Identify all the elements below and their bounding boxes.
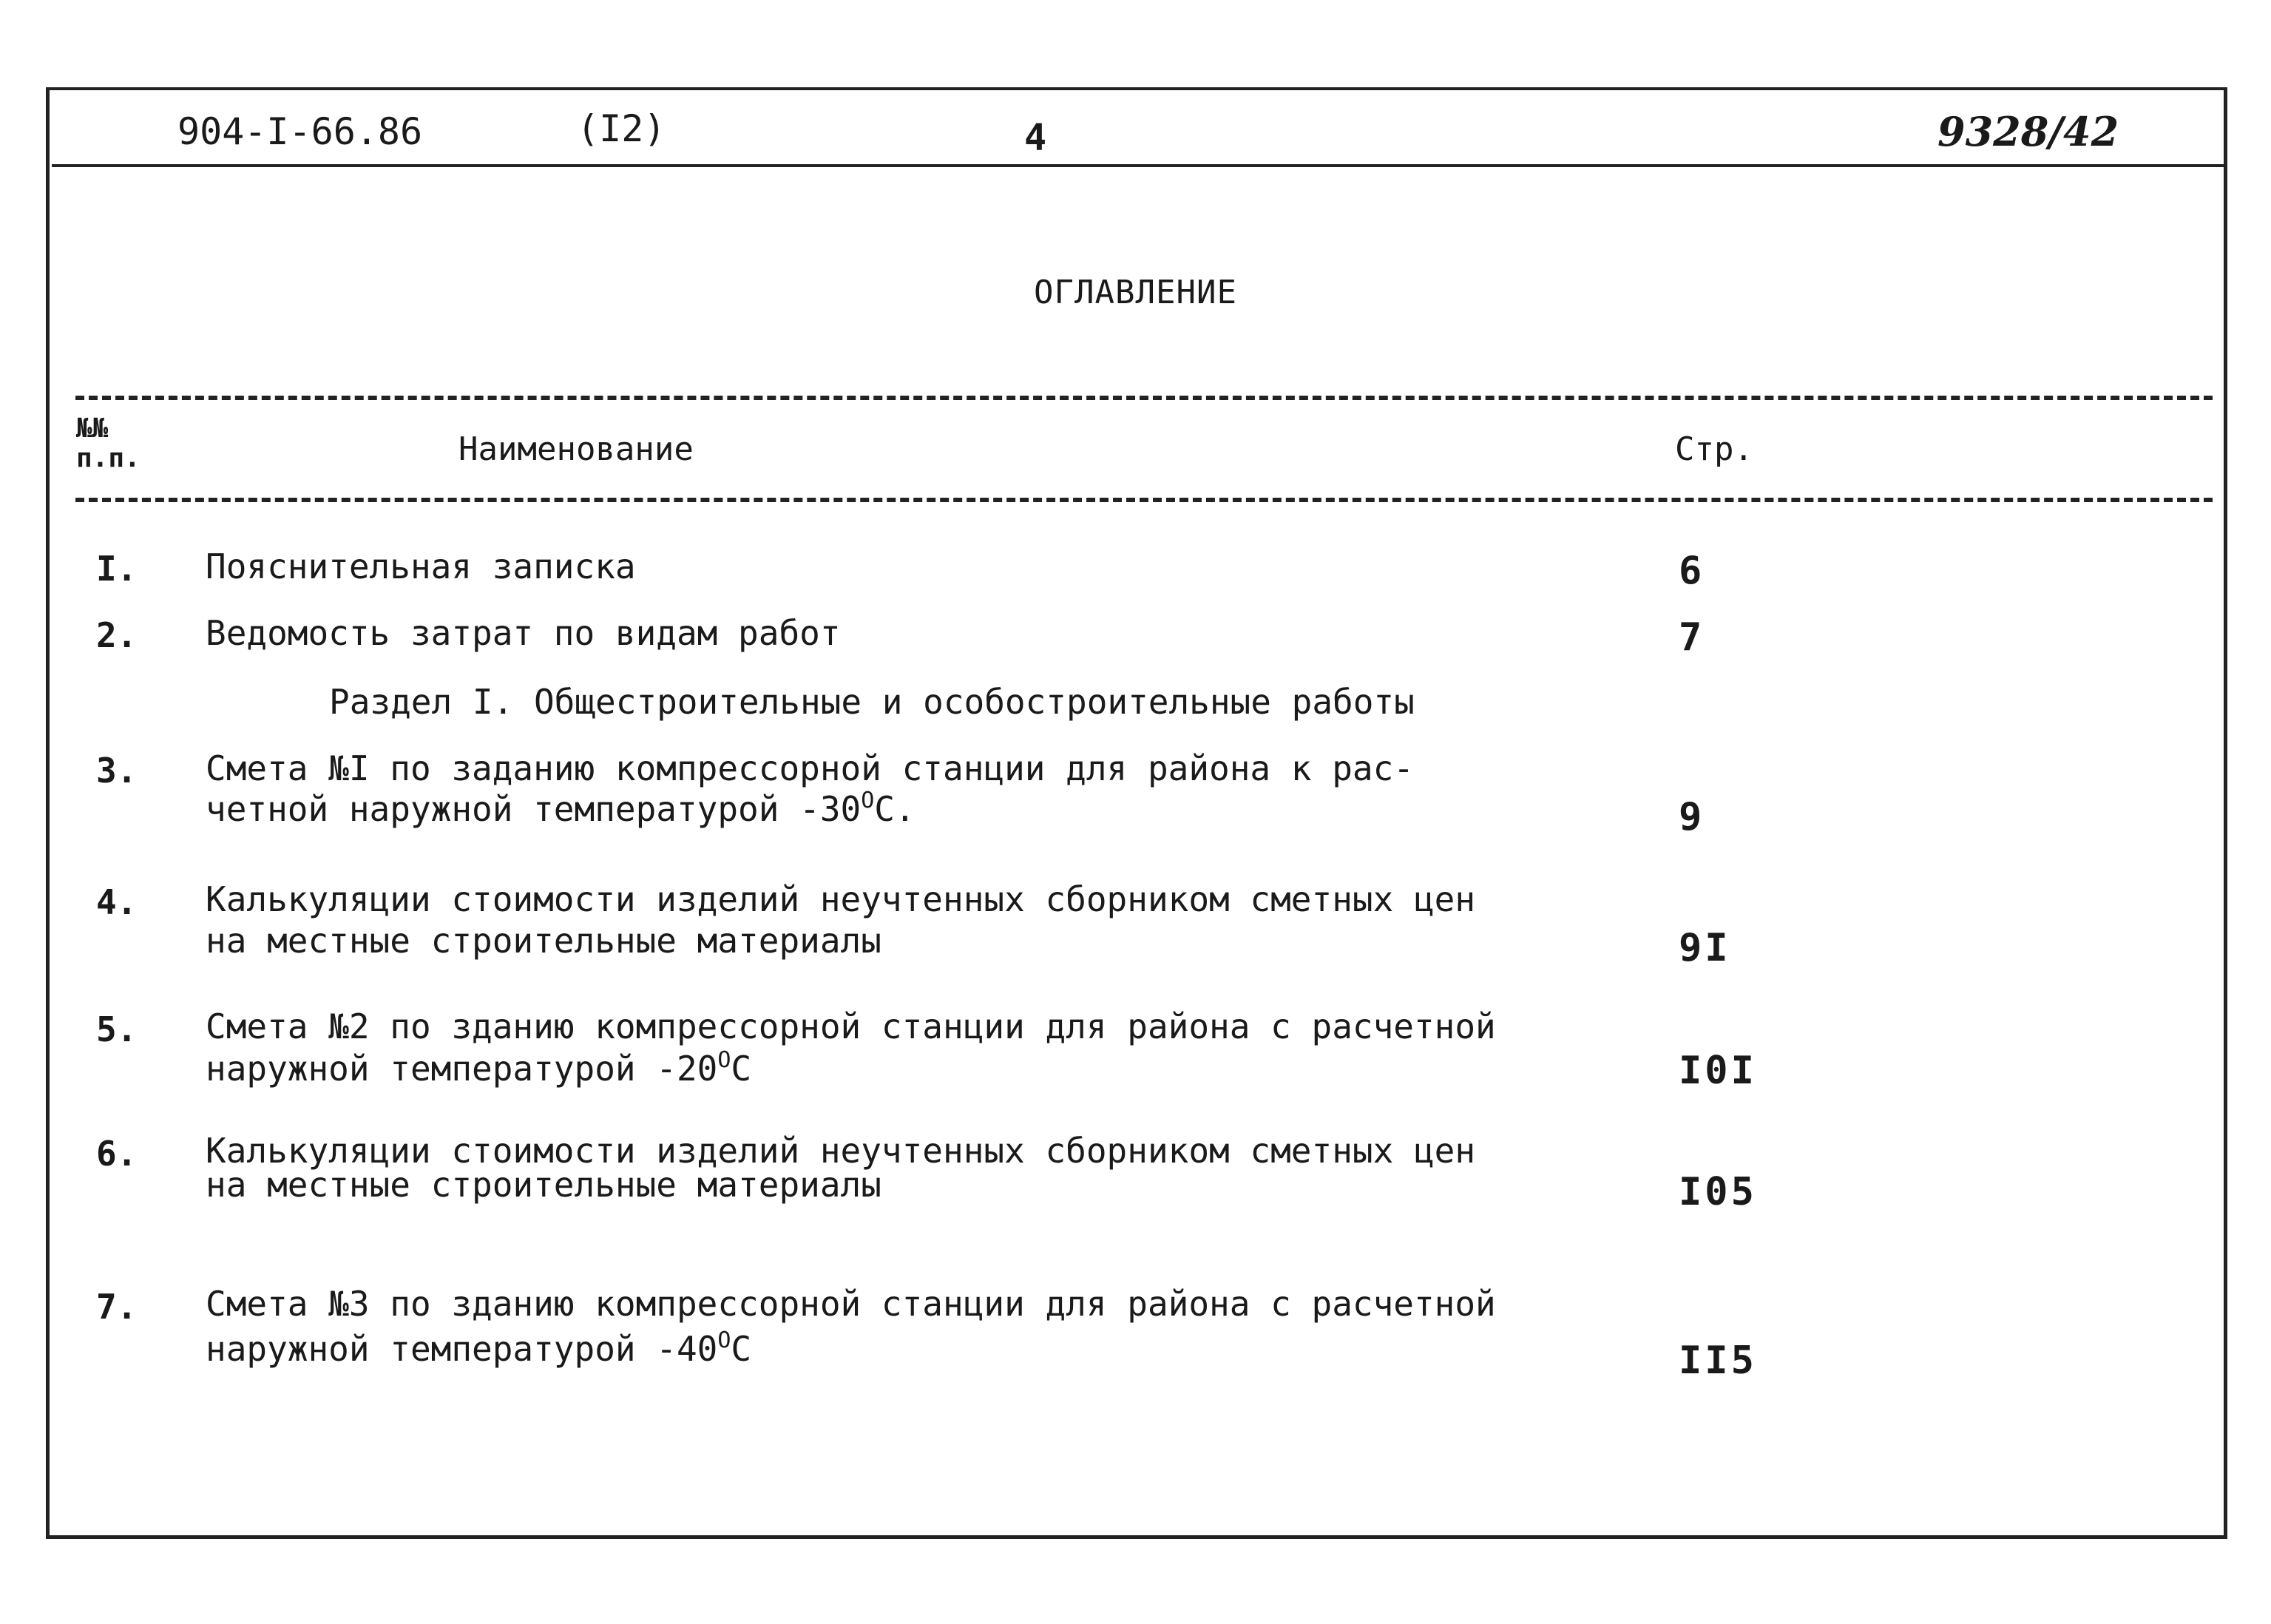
row-title xyxy=(206,1285,1496,1368)
row-title xyxy=(206,880,1475,960)
row-title-line2-text: четной наружной температурой -30 xyxy=(206,789,862,829)
row-page: 7 xyxy=(1679,615,1705,660)
row-number: 7. xyxy=(96,1287,138,1327)
table-top-dashed-line xyxy=(75,396,2213,400)
row-number: 3. xyxy=(96,751,138,791)
row-title-line2-unit: C xyxy=(731,1049,752,1089)
row-page: 9 xyxy=(1679,795,1705,839)
row-page: 6 xyxy=(1679,549,1705,593)
column-header-page: Стр. xyxy=(1675,430,1753,468)
row-title-line2 xyxy=(206,1041,1496,1088)
column-header-number xyxy=(76,414,141,473)
row-page: 9I xyxy=(1679,926,1731,970)
row-page: I0I xyxy=(1679,1049,1757,1093)
column-header-number-line1: №№ xyxy=(76,413,109,444)
page-number: 4 xyxy=(1024,116,1047,159)
row-title: Ведомость затрат по видам работ xyxy=(206,613,841,653)
row-title-line1: Калькуляции стоимости изделий неучтенных сборником сметных цен xyxy=(206,1131,1476,1171)
row-number: 6. xyxy=(96,1134,138,1174)
row-page: II5 xyxy=(1679,1339,1757,1383)
row-title-line2: на местные строительные материалы xyxy=(206,921,881,961)
section-heading: Раздел I. Общестроительные и особостроительные работы xyxy=(329,682,1415,722)
row-title xyxy=(206,1131,1475,1204)
row-number: I. xyxy=(96,549,138,589)
archive-number: 9328/42 xyxy=(1937,108,2119,155)
row-title-line2-text: наружной температурой -40 xyxy=(206,1329,718,1369)
row-title-line1: Смета №3 по зданию компрессорной станции для района с расчетной xyxy=(206,1284,1496,1324)
degree-superscript: O xyxy=(717,1327,731,1353)
header-divider xyxy=(52,164,2226,167)
row-number: 4. xyxy=(96,882,138,922)
album-number: (I2) xyxy=(577,107,666,150)
row-title-line2 xyxy=(206,1322,1496,1368)
row-title-line1: Смета №2 по зданию компрессорной станции для района с расчетной xyxy=(206,1006,1496,1046)
column-header-name: Наименование xyxy=(458,430,694,468)
row-title-line2-unit: C xyxy=(731,1329,752,1369)
row-title: Пояснительная записка xyxy=(206,547,636,586)
row-title-line2-text: наружной температурой -20 xyxy=(206,1049,718,1089)
row-number: 5. xyxy=(96,1009,138,1049)
row-title xyxy=(206,1007,1496,1088)
degree-superscript: O xyxy=(717,1047,731,1073)
column-header-number-line2: п.п. xyxy=(76,443,141,473)
row-title-line2-unit: C. xyxy=(874,789,915,829)
row-title-line1: Калькуляции стоимости изделий неучтенных сборником сметных цен xyxy=(206,879,1476,919)
row-title xyxy=(206,749,1414,828)
row-title-line1: Смета №I по заданию компрессорной станции для района к рас- xyxy=(206,748,1414,788)
row-page: I05 xyxy=(1679,1170,1757,1214)
page-title: ОГЛАВЛЕНИЕ xyxy=(1034,274,1237,311)
degree-superscript: O xyxy=(861,788,875,813)
row-title-line2: на местные строительные материалы xyxy=(206,1165,881,1205)
row-title-line2 xyxy=(206,782,1414,828)
table-header-dashed-line xyxy=(75,498,2213,502)
row-number: 2. xyxy=(96,615,138,655)
doc-code: 904-I-66.86 xyxy=(177,110,423,153)
